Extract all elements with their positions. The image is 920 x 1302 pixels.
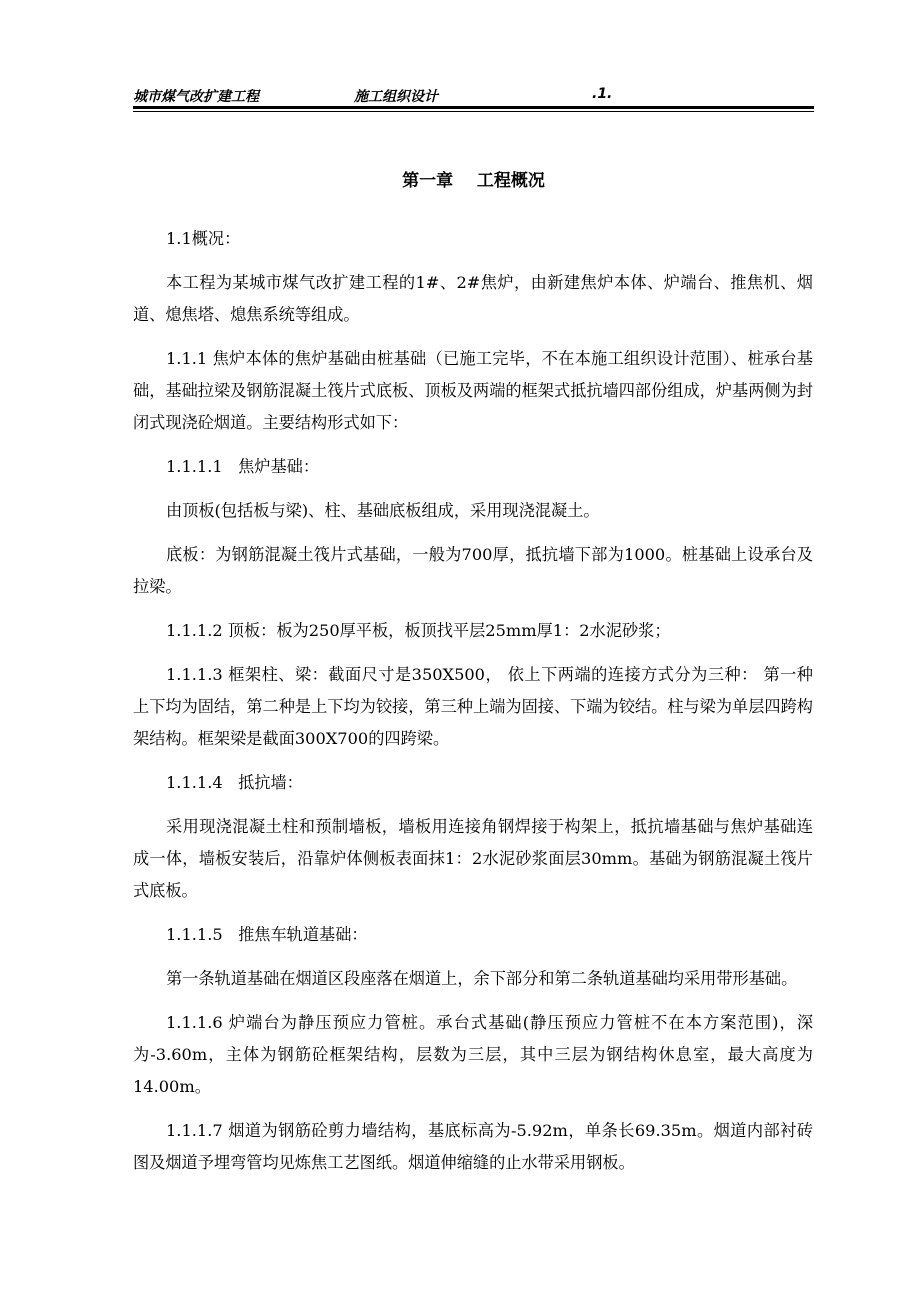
body-paragraph: 1.1.1.6 炉端台为静压预应力管桩。承台式基础(静压预应力管桩不在本方案范围)，深为-3.60m，主体为钢筋砼框架结构，层数为三层，其中三层为钢结构休息室，最大高度为14.00m。: [133, 1013, 813, 1096]
header-project-name: 城市煤气改扩建工程: [133, 89, 259, 105]
body-paragraph: 由顶板(包括板与梁)、柱、基础底板组成，采用现浇混凝土。: [166, 501, 600, 520]
section-heading-1-1: 1.1概况：: [166, 229, 241, 248]
subsection-heading: 1.1.1.5 推焦车轨道基础：: [166, 925, 368, 944]
header-rule-thin: [133, 111, 814, 112]
subsection-heading: 1.1.1.1 焦炉基础：: [166, 457, 320, 476]
body-paragraph: 采用现浇混凝土柱和预制墙板，墙板用连接角钢焊接于构架上，抵抗墙基础与焦炉基础连成一体，墙板安装后，沿靠炉体侧板表面抹1：2水泥砂浆面层30mm。基础为钢筋混凝土筏片式底板。: [133, 817, 813, 900]
body-paragraph: 1.1.1.7 烟道为钢筋砼剪力墙结构，基底标高为-5.92m，单条长69.35m。烟道内部衬砖图及烟道予埋弯管均见炼焦工艺图纸。烟道伸缩缝的止水带采用钢板。: [133, 1121, 813, 1172]
subsection-heading: 1.1.1.4 抵抗墙：: [166, 773, 303, 792]
header-document-type: 施工组织设计: [354, 89, 438, 105]
body-paragraph: 本工程为某城市煤气改扩建工程的1#、2#焦炉，由新建焦炉本体、炉端台、推焦机、烟道、熄焦塔、熄焦系统等组成。: [133, 273, 813, 324]
body-paragraph: 底板：为钢筋混凝土筏片式基础，一般为700厚，抵抗墙下部为1000。桩基础上设承台及拉梁。: [133, 545, 813, 596]
page-header: [133, 86, 813, 108]
document-body: [133, 223, 813, 1191]
body-paragraph: 1.1.1.2 顶板：板为250厚平板，板顶找平层25mm厚1：2水泥砂浆；: [166, 621, 671, 640]
body-paragraph: 第一条轨道基础在烟道区段座落在烟道上，余下部分和第二条轨道基础均采用带形基础。: [166, 969, 798, 988]
body-paragraph: 1.1.1 焦炉本体的焦炉基础由桩基础（已施工完毕，不在本施工组织设计范围）、桩承台基础，基础拉梁及钢筋混凝土筏片式底板、顶板及两端的框架式抵抗墙四部份组成，炉基两侧为封闭式现浇砼烟道。主要结构形式如下：: [133, 349, 813, 432]
header-rule-thick: [133, 106, 814, 109]
body-paragraph: 1.1.1.3 框架柱、梁：截面尺寸是350X500， 依上下两端的连接方式分为三种： 第一种上下均为固结，第二种是上下均为铰接，第三种上端为固接、下端为铰结。柱与梁为单层四跨构架结构。框架梁是截面300X700的四跨梁。: [133, 665, 813, 748]
chapter-title: 第一章 工程概况: [402, 171, 545, 191]
header-page-number: .1.: [592, 86, 613, 102]
